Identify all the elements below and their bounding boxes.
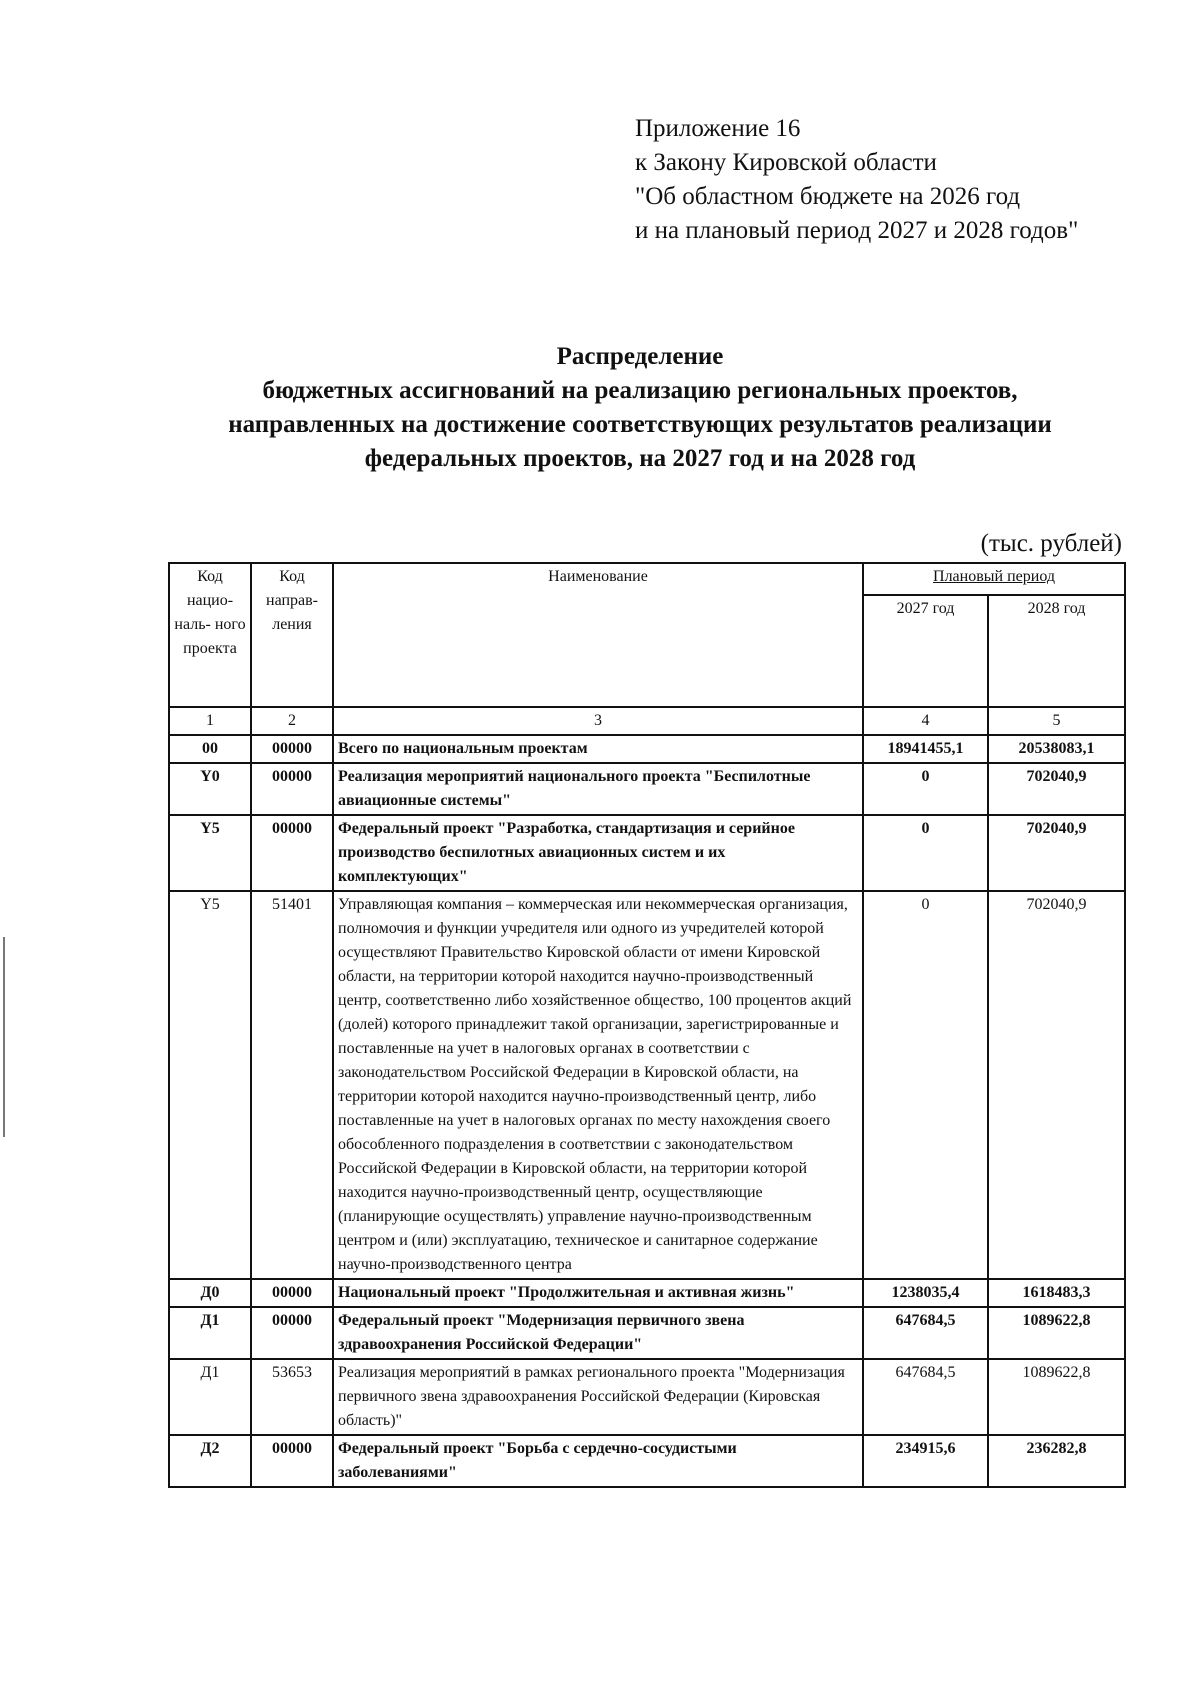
header-direction-code: Код направ- ления: [251, 563, 333, 707]
header-name: Наименование: [333, 563, 863, 707]
amount-2027-cell: 1238035,4: [863, 1279, 988, 1307]
column-number: 5: [988, 707, 1125, 735]
name-cell: Национальный проект "Продолжительная и активная жизнь": [333, 1279, 863, 1307]
scan-edge-mark: [3, 937, 5, 1137]
name-cell: Федеральный проект "Разработка, стандартизация и серийное производство беспилотных авиационных систем и их комплектующих": [333, 815, 863, 891]
name-cell: Всего по национальным проектам: [333, 735, 863, 763]
table-row: [169, 1307, 1125, 1359]
project-code-cell: Д1: [169, 1307, 251, 1359]
title-line-4: федеральных проектов, на 2027 год и на 2028 год: [364, 445, 916, 472]
appendix-line-2: к Закону Кировской области: [635, 149, 937, 176]
table-row: [169, 763, 1125, 815]
name-cell: Реализация мероприятий национального проекта "Беспилотные авиационные системы": [333, 763, 863, 815]
appendix-line-1: Приложение 16: [635, 115, 801, 142]
project-code-cell: Y0: [169, 763, 251, 815]
direction-code-cell: 51401: [251, 891, 333, 1279]
appendix-line-4: и на плановый период 2027 и 2028 годов": [635, 217, 1079, 244]
column-number: 3: [333, 707, 863, 735]
project-code-cell: Y5: [169, 815, 251, 891]
header-year-2027: 2027 год: [863, 595, 988, 707]
amount-2028-cell: 20538083,1: [988, 735, 1125, 763]
table-row: [169, 1359, 1125, 1435]
direction-code-cell: 00000: [251, 1307, 333, 1359]
amount-2028-cell: 1089622,8: [988, 1307, 1125, 1359]
table-row: [169, 891, 1125, 1279]
project-code-cell: Д2: [169, 1435, 251, 1487]
direction-code-cell: 00000: [251, 1435, 333, 1487]
title-line-2: бюджетных ассигнований на реализацию региональных проектов,: [262, 377, 1018, 404]
column-number: 1: [169, 707, 251, 735]
header-period: [863, 563, 1125, 595]
name-cell: Федеральный проект "Модернизация первичного звена здравоохранения Российской Федерации": [333, 1307, 863, 1359]
project-code-cell: Д1: [169, 1359, 251, 1435]
title-line-1: Распределение: [556, 343, 724, 370]
amount-2027-cell: 18941455,1: [863, 735, 988, 763]
project-code-cell: Д0: [169, 1279, 251, 1307]
amount-2027-cell: 0: [863, 763, 988, 815]
table-row: [169, 1435, 1125, 1487]
column-number: 4: [863, 707, 988, 735]
name-cell: Реализация мероприятий в рамках регионального проекта "Модернизация первичного звена здравоохранения Российской Федерации (Кировская область)": [333, 1359, 863, 1435]
amount-2028-cell: 702040,9: [988, 891, 1125, 1279]
column-number-row: [169, 707, 1125, 735]
table-row: [169, 735, 1125, 763]
name-cell: Федеральный проект "Борьба с сердечно-сосудистыми заболеваниями": [333, 1435, 863, 1487]
amount-2028-cell: 702040,9: [988, 815, 1125, 891]
table-row: [169, 1279, 1125, 1307]
column-number: 2: [251, 707, 333, 735]
amount-2027-cell: 234915,6: [863, 1435, 988, 1487]
amount-2028-cell: 702040,9: [988, 763, 1125, 815]
units-label: (тыс. рублей): [980, 530, 1122, 557]
header-project-code: Код нацио- наль- ного проекта: [169, 563, 251, 707]
project-code-cell: Y5: [169, 891, 251, 1279]
appendix-line-3: "Об областном бюджете на 2026 год: [635, 183, 1021, 210]
amount-2028-cell: 236282,8: [988, 1435, 1125, 1487]
amount-2028-cell: 1618483,3: [988, 1279, 1125, 1307]
amount-2027-cell: 0: [863, 891, 988, 1279]
name-cell: Управляющая компания – коммерческая или некоммерческая организация, полномочия и функции учредителя или одного из учредителей которой осуществляют Правительство Кировской области от имени Кировской области, на территории которой находится научно-производственный центр, соответственно либо хозяйственное общество, 100 процентов акций (долей) которого принадлежит такой организации, зарегистрированные и поставленные на учет в налоговых органах в соответствии с законодательством Российской Федерации в Кировской области, на территории которой находится научно-производственный центр, либо поставленные на учет в налоговых органах по месту нахождения своего обособленного подразделения в соответствии с законодательством Российской Федерации в Кировской области, на территории которой находится научно-производственный центр, осуществляющие (планирующие осуществлять) управление научно-производственным центром и (или) эксплуатацию, техническое и санитарное содержание научно-производственного центра: [333, 891, 863, 1279]
table-row: [169, 815, 1125, 891]
direction-code-cell: 53653: [251, 1359, 333, 1435]
direction-code-cell: 00000: [251, 763, 333, 815]
budget-table: [168, 562, 1126, 1488]
direction-code-cell: 00000: [251, 1279, 333, 1307]
header-row-1: [169, 563, 1125, 595]
title-line-3: направленных на достижение соответствующих результатов реализации: [228, 411, 1052, 438]
document-title: [150, 340, 1130, 476]
amount-2027-cell: 647684,5: [863, 1359, 988, 1435]
amount-2027-cell: 647684,5: [863, 1307, 988, 1359]
direction-code-cell: 00000: [251, 815, 333, 891]
project-code-cell: 00: [169, 735, 251, 763]
header-year-2028: 2028 год: [988, 595, 1125, 707]
direction-code-cell: 00000: [251, 735, 333, 763]
amount-2028-cell: 1089622,8: [988, 1359, 1125, 1435]
appendix-header: [635, 112, 1155, 248]
header-period-label: Плановый период: [933, 568, 1055, 585]
amount-2027-cell: 0: [863, 815, 988, 891]
